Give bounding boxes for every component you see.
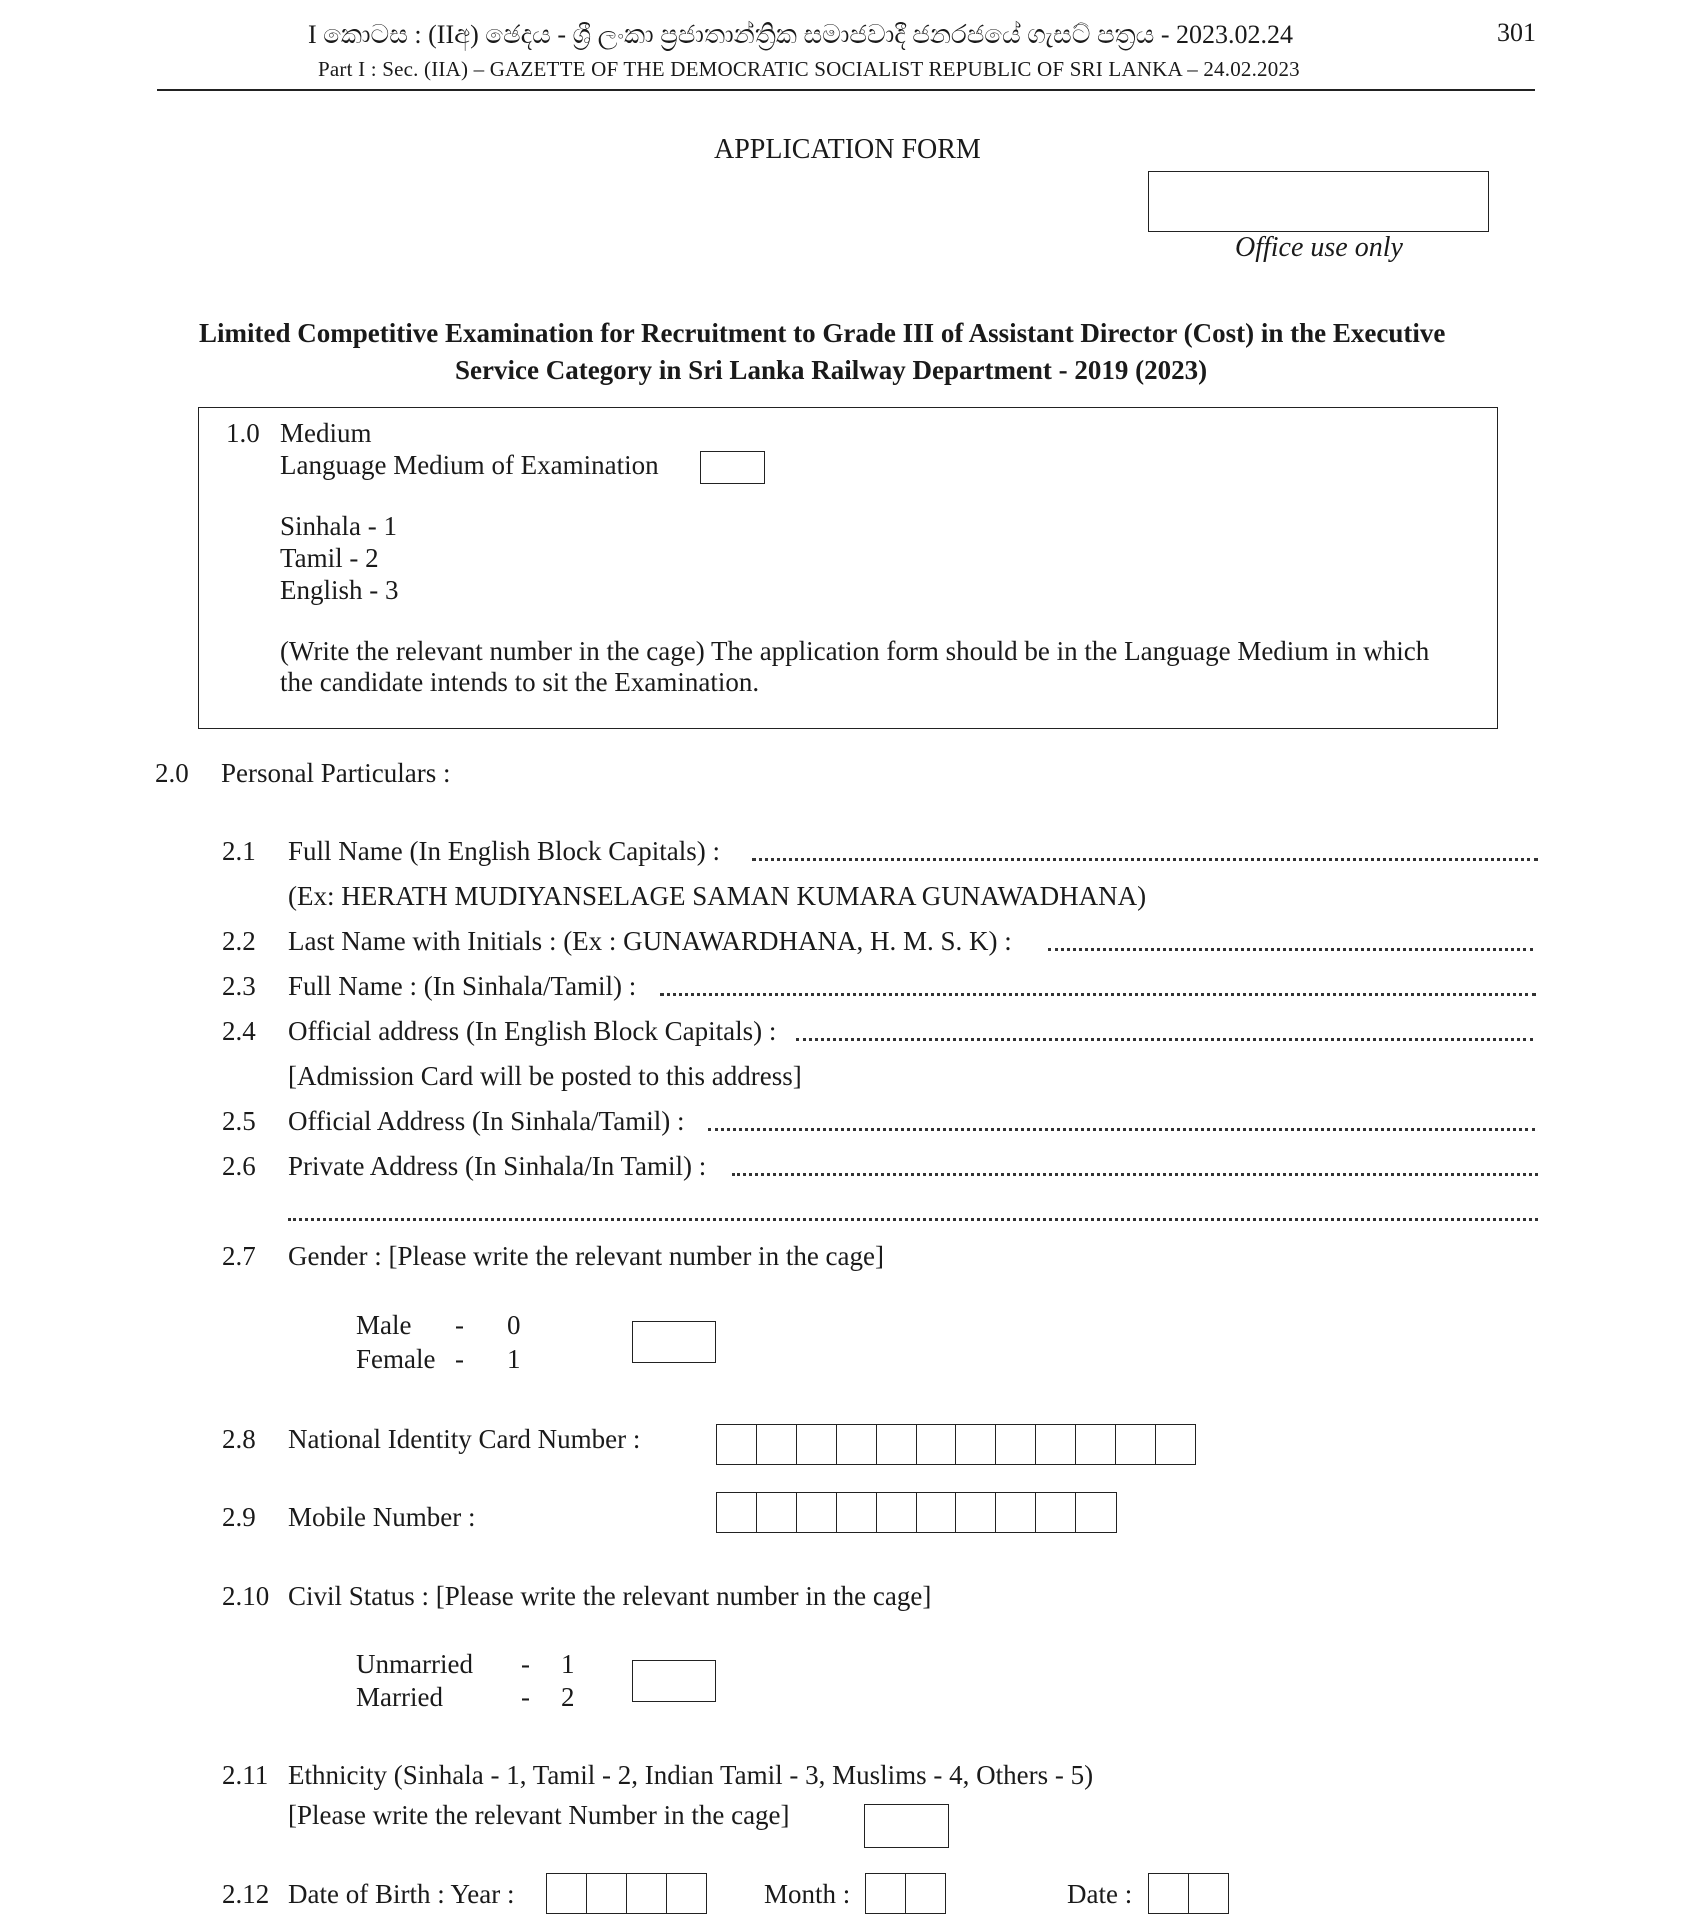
medium-cage[interactable] [700, 451, 765, 484]
mobile-cell[interactable] [876, 1492, 918, 1533]
nic-cell[interactable] [796, 1424, 838, 1465]
page-number: 301 [1497, 18, 1536, 47]
personal-number: 2.0 [155, 758, 189, 788]
mobile-cell[interactable] [1075, 1492, 1117, 1533]
mobile-cell[interactable] [836, 1492, 878, 1533]
dob-year-cells[interactable] [546, 1873, 707, 1914]
dob-year-cell[interactable] [586, 1873, 628, 1914]
last-name-field[interactable] [1048, 948, 1533, 951]
item-number: 2.5 [222, 1106, 256, 1136]
dob-date-cell[interactable] [1148, 1873, 1190, 1914]
gazette-sinhala-header: I කොටස : (IIඅ) ඡෙදය - ශ්‍රී ලංකා ප්‍රජාතාන්ත්‍රික සමාජවාදී ජනරජයේ ගැසට් පත්‍රය - 2023.02.24 [308, 20, 1294, 49]
gender-option-value: 0 [507, 1310, 521, 1340]
exam-title-line1: Limited Competitive Examination for Recruitment to Grade III of Assistant Director (Cost) in the Executive [199, 318, 1446, 348]
exam-title-line2: Service Category in Sri Lanka Railway Department - 2019 (2023) [455, 355, 1208, 385]
dob-month-cell[interactable] [905, 1873, 947, 1914]
civil-option-married: Married [356, 1682, 443, 1712]
nic-cell[interactable] [955, 1424, 997, 1465]
item-number: 2.8 [222, 1424, 256, 1454]
medium-note-line2: the candidate intends to sit the Examination. [280, 667, 760, 697]
nic-cell[interactable] [916, 1424, 958, 1465]
nic-cell[interactable] [876, 1424, 918, 1465]
form-title: APPLICATION FORM [714, 134, 981, 165]
gender-option-value: 1 [507, 1344, 521, 1374]
gazette-english-header: Part I : Sec. (IIA) – GAZETTE OF THE DEMOCRATIC SOCIALIST REPUBLIC OF SRI LANKA – 24.02.2023 [318, 57, 1300, 81]
mobile-cell[interactable] [716, 1492, 758, 1533]
full-name-example: (Ex: HERATH MUDIYANSELAGE SAMAN KUMARA GUNAWADHANA) [288, 881, 1147, 911]
civil-status-cage[interactable] [632, 1660, 716, 1702]
mobile-cell[interactable] [1035, 1492, 1077, 1533]
mobile-cells[interactable] [716, 1492, 1117, 1533]
medium-note-line1: (Write the relevant number in the cage) The application form should be in the Language Medium in which [280, 636, 1430, 666]
civil-option-dash: - [521, 1649, 530, 1679]
nic-cell[interactable] [995, 1424, 1037, 1465]
nic-cell[interactable] [1155, 1424, 1197, 1465]
official-address-sinhala-tamil-label: Official Address (In Sinhala/Tamil) : [288, 1106, 685, 1136]
private-address-field-line2[interactable] [288, 1218, 1538, 1221]
personal-heading: Personal Particulars : [221, 758, 451, 788]
medium-heading: Medium [280, 418, 372, 448]
item-number: 2.12 [222, 1879, 270, 1909]
gender-option-dash: - [455, 1344, 464, 1374]
office-use-box [1148, 171, 1489, 232]
item-number: 2.7 [222, 1241, 256, 1271]
medium-number: 1.0 [226, 418, 260, 448]
office-use-label: Office use only [1235, 232, 1403, 263]
item-number: 2.2 [222, 926, 256, 956]
official-address-english-label: Official address (In English Block Capitals) : [288, 1016, 777, 1046]
header-rule [157, 89, 1535, 91]
dob-date-label: Date : [1067, 1879, 1133, 1909]
medium-option-sinhala: Sinhala - 1 [280, 511, 397, 541]
full-name-english-label: Full Name (In English Block Capitals) : [288, 836, 720, 866]
item-number: 2.9 [222, 1502, 256, 1532]
medium-option-tamil: Tamil - 2 [280, 543, 379, 573]
nic-cell[interactable] [716, 1424, 758, 1465]
medium-field-label: Language Medium of Examination [280, 450, 659, 480]
nic-cell[interactable] [756, 1424, 798, 1465]
item-number: 2.11 [222, 1760, 269, 1790]
private-address-field[interactable] [732, 1173, 1538, 1176]
private-address-label: Private Address (In Sinhala/In Tamil) : [288, 1151, 707, 1181]
mobile-cell[interactable] [756, 1492, 798, 1533]
mobile-label: Mobile Number : [288, 1502, 476, 1532]
official-address-english-field[interactable] [796, 1038, 1533, 1041]
full-name-sinhala-tamil-label: Full Name : (In Sinhala/Tamil) : [288, 971, 637, 1001]
nic-cells[interactable] [716, 1424, 1196, 1465]
gender-label: Gender : [Please write the relevant number in the cage] [288, 1241, 884, 1271]
dob-month-cell[interactable] [865, 1873, 907, 1914]
item-number: 2.1 [222, 836, 256, 866]
ethnicity-cage[interactable] [864, 1804, 949, 1848]
gender-option-female: Female [356, 1344, 436, 1374]
medium-option-english: English - 3 [280, 575, 399, 605]
civil-option-value: 1 [561, 1649, 575, 1679]
nic-cell[interactable] [1075, 1424, 1117, 1465]
official-address-sinhala-tamil-field[interactable] [708, 1128, 1535, 1131]
item-number: 2.6 [222, 1151, 256, 1181]
ethnicity-instruction: [Please write the relevant Number in the cage] [288, 1800, 790, 1830]
dob-year-cell[interactable] [666, 1873, 708, 1914]
full-name-english-field[interactable] [752, 858, 1538, 861]
full-name-sinhala-tamil-field[interactable] [660, 993, 1536, 996]
admission-card-note: [Admission Card will be posted to this address] [288, 1061, 802, 1091]
mobile-cell[interactable] [955, 1492, 997, 1533]
civil-option-value: 2 [561, 1682, 575, 1712]
last-name-label: Last Name with Initials : (Ex : GUNAWARDHANA, H. M. S. K) : [288, 926, 1012, 956]
civil-option-dash: - [521, 1682, 530, 1712]
dob-month-cells[interactable] [865, 1873, 946, 1914]
mobile-cell[interactable] [916, 1492, 958, 1533]
item-number: 2.10 [222, 1581, 270, 1611]
nic-cell[interactable] [836, 1424, 878, 1465]
mobile-cell[interactable] [796, 1492, 838, 1533]
civil-status-label: Civil Status : [Please write the relevant number in the cage] [288, 1581, 932, 1611]
nic-cell[interactable] [1115, 1424, 1157, 1465]
dob-year-cell[interactable] [546, 1873, 588, 1914]
item-number: 2.3 [222, 971, 256, 1001]
nic-cell[interactable] [1035, 1424, 1077, 1465]
civil-option-unmarried: Unmarried [356, 1649, 473, 1679]
dob-month-label: Month : [764, 1879, 851, 1909]
mobile-cell[interactable] [995, 1492, 1037, 1533]
nic-label: National Identity Card Number : [288, 1424, 641, 1454]
dob-date-cells[interactable] [1148, 1873, 1229, 1914]
gender-option-dash: - [455, 1310, 464, 1340]
gender-cage[interactable] [632, 1321, 716, 1363]
item-number: 2.4 [222, 1016, 256, 1046]
dob-year-label: Date of Birth : Year : [288, 1879, 515, 1909]
ethnicity-label: Ethnicity (Sinhala - 1, Tamil - 2, Indian Tamil - 3, Muslims - 4, Others - 5) [288, 1760, 1094, 1790]
dob-date-cell[interactable] [1188, 1873, 1230, 1914]
dob-year-cell[interactable] [626, 1873, 668, 1914]
gender-option-male: Male [356, 1310, 412, 1340]
